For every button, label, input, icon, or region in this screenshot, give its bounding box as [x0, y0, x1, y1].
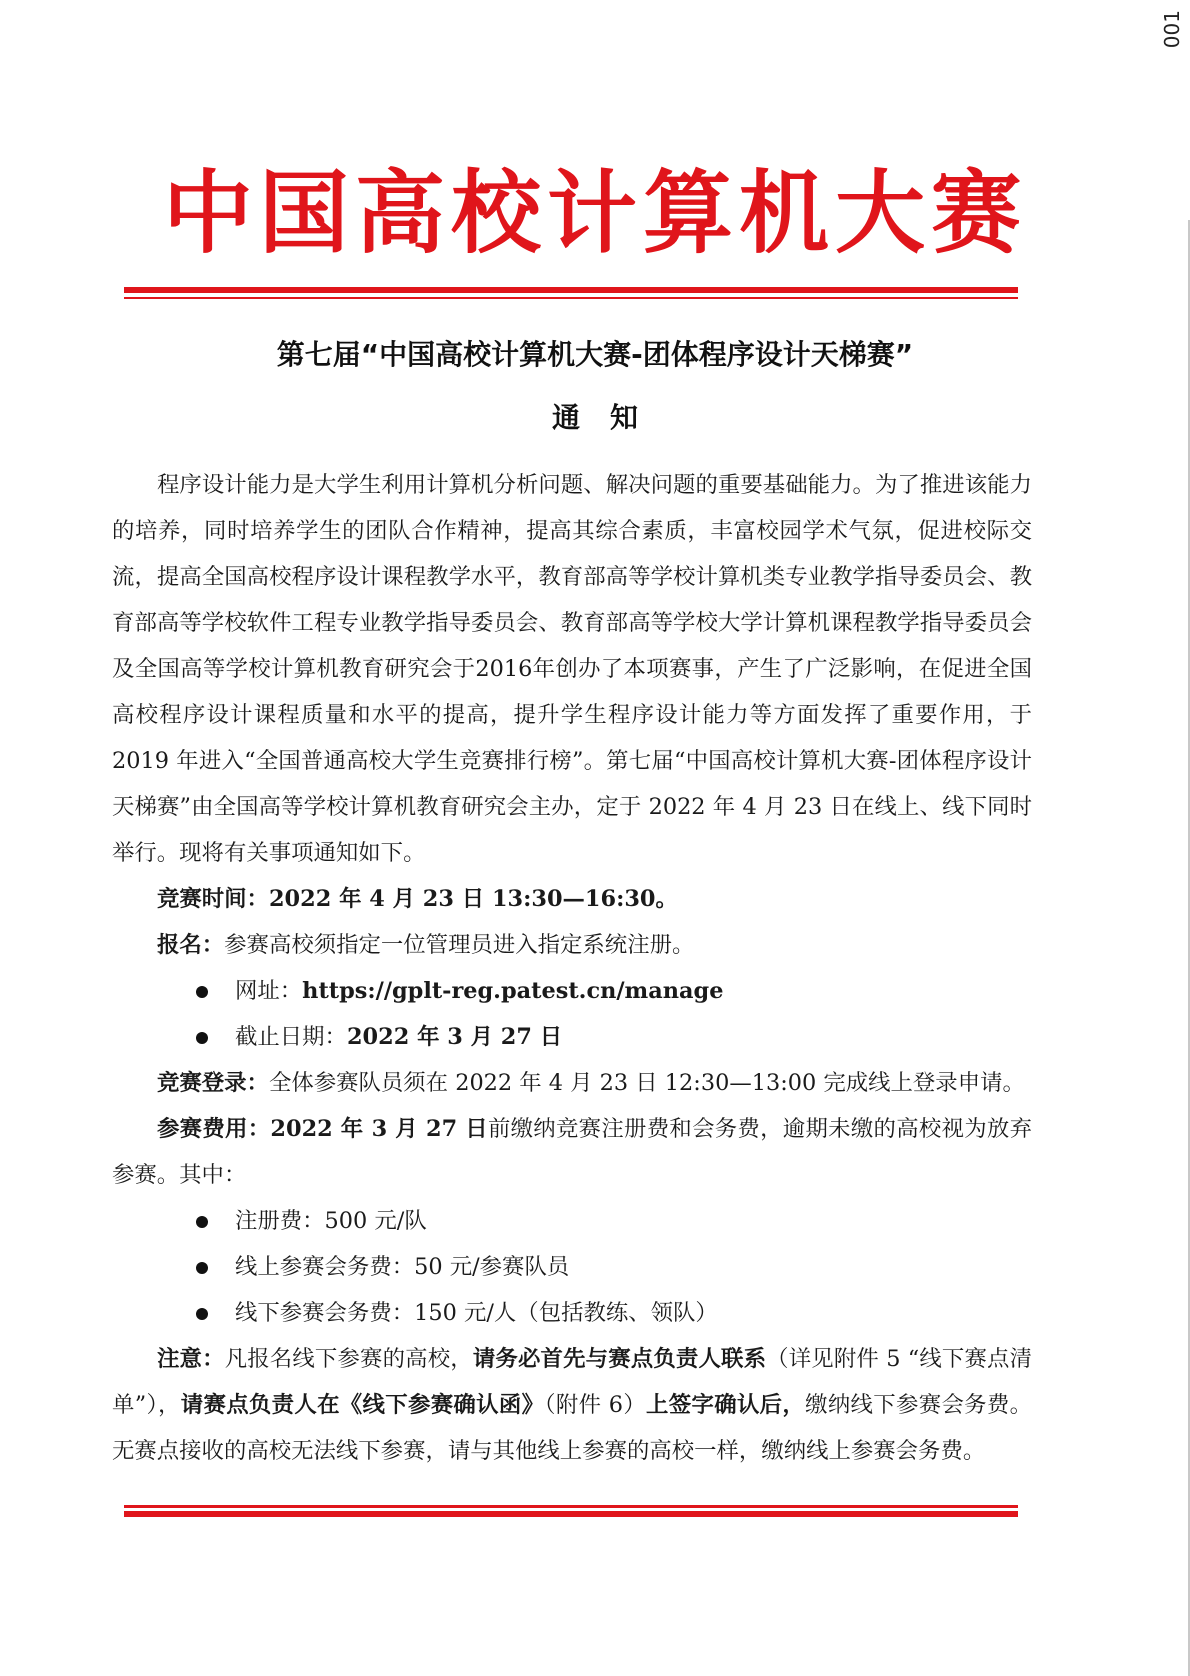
fee-item-text: 线下参赛会务费：150 元/人（包括教练、领队）: [235, 1300, 718, 1326]
bullet-icon: [196, 1262, 208, 1274]
bullet-icon: [196, 1032, 208, 1044]
note-emphasis: 请务必首先与赛点负责人联系: [472, 1346, 767, 1372]
fees-text: 前缴纳竞赛注册费和会务费，逾期未缴的高校视为放弃参赛。其中：: [112, 1116, 1032, 1188]
url-label: 网址：: [235, 978, 303, 1004]
note-label: 注意：: [157, 1346, 225, 1372]
registration-text: 参赛高校须指定一位管理员进入指定系统注册。: [224, 932, 695, 958]
login-line: [112, 1060, 1032, 1106]
red-rule-bottom-thin: [124, 1505, 1018, 1508]
note-text: 凡报名线下参赛的高校，: [224, 1346, 473, 1372]
competition-time-value: 2022 年 4 月 23 日 13:30—16:30。: [268, 886, 678, 912]
competition-time-line: [112, 876, 1032, 922]
registration-line: [112, 922, 1032, 968]
fee-item: [112, 1198, 1032, 1244]
intro-paragraph: 程序设计能力是大学生利用计算机分析问题、解决问题的重要基础能力。为了推进该能力的培养，同时培养学生的团队合作精神，提高其综合素质，丰富校园学术气氛，促进校际交流，提高全国高校程序设计课程教学水平，教育部高等学校计算机类专业教学指导委员会、教育部高等学校软件工程专业教学指导委员会、教育部高等学校大学计算机课程教学指导委员会及全国高等学校计算机教育研究会于2016年创办了本项赛事，产生了广泛影响，在促进全国高校程序设计课程质量和水平的提高，提升学生程序设计能力等方面发挥了重要作用，于 2019 年进入“全国普通高校大学生竞赛排行榜”。第七届“中国高校计算机大赛-团体程序设计天梯赛”由全国高等学校计算机教育研究会主办，定于 2022 年 4 月 23 日在线上、线下同时举行。现将有关事项通知如下。: [112, 472, 1032, 866]
red-rule-bottom: [124, 1511, 1018, 1517]
registration-deadline-item: [112, 1014, 1032, 1060]
registration-url-link[interactable]: https://gplt-reg.patest.cn/manage: [302, 978, 724, 1004]
login-label: 竞赛登录：: [157, 1070, 269, 1096]
document-subtitle: 通知: [551, 401, 668, 434]
registration-label: 报名：: [157, 932, 225, 958]
note-emphasis: 上签字确认后，: [646, 1392, 806, 1418]
bullet-icon: [196, 986, 208, 998]
red-rule-top: [124, 287, 1018, 293]
document-title: 第七届“中国高校计算机大赛-团体程序设计天梯赛”: [276, 338, 914, 371]
note-text: （详见附件 5 “线下赛点清单”），: [112, 1346, 1033, 1418]
fees-label: 参赛费用：: [157, 1116, 271, 1142]
fee-item-text: 注册费：500 元/队: [235, 1208, 427, 1234]
masthead-title: 中国高校计算机大赛: [163, 160, 1027, 266]
note-text: （附件 6）: [544, 1392, 647, 1418]
note-emphasis: 请赛点负责人在《线下参赛确认函》: [180, 1392, 545, 1418]
document-body: [112, 462, 1032, 1474]
fees-paragraph: [112, 1106, 1032, 1198]
bullet-icon: [196, 1216, 208, 1228]
note-text: 缴纳线下参赛会务费。无赛点接收的高校无法线下参赛，请与其他线上参赛的高校一样，缴纳线上参赛会务费。: [112, 1392, 1033, 1464]
registration-url-item: [112, 968, 1032, 1014]
fee-item: [112, 1290, 1032, 1336]
page-number: 001: [1160, 10, 1184, 49]
red-rule-top-thin: [124, 297, 1018, 299]
bullet-icon: [196, 1308, 208, 1320]
fee-item-text: 线上参赛会务费：50 元/参赛队员: [235, 1254, 570, 1280]
fees-date: 2022 年 3 月 27 日: [270, 1116, 488, 1142]
deadline-label: 截止日期：: [235, 1024, 347, 1050]
note-paragraph: [112, 1336, 1032, 1474]
fee-item: [112, 1244, 1032, 1290]
login-text: 全体参赛队员须在 2022 年 4 月 23 日 12:30—13:00 完成线上登录申请。: [268, 1070, 1025, 1096]
competition-time-label: 竞赛时间：: [157, 886, 269, 912]
deadline-value: 2022 年 3 月 27 日: [346, 1024, 563, 1050]
